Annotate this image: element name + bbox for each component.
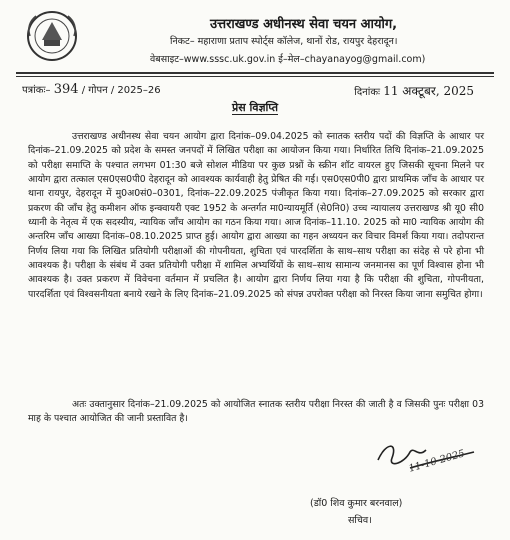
date-value: 11 अक्टूबर, 2025	[383, 84, 474, 98]
header-divider-thin	[16, 76, 494, 77]
reference-suffix: / गोपन / 2025–26	[81, 85, 161, 96]
commission-address: निकट– महाराणा प्रताप स्पोर्ट्स कॉलेज, थानों रोड, रायपुर देहरादून।	[170, 36, 398, 47]
reference-number	[22, 82, 161, 97]
commission-emblem-icon	[20, 8, 84, 64]
date-label: दिनांकः	[354, 87, 381, 98]
reference-label: पत्रांकः–	[22, 85, 51, 96]
signatory-name: (डॉ0 शिव कुमार बरनवाल)	[310, 498, 403, 509]
body-paragraph-2: अतः उक्तानुसार दिनांक–21.09.2025 को आयोजित स्नातक स्तरीय परीक्षा निरस्त की जाती है व जिसकी पुनः परीक्षा 03 माह के पश्चात आयोजित की जानी प्रस्तावित है।	[28, 399, 484, 425]
signature-date-handwritten: 11-10-2025	[407, 448, 467, 475]
signatory-designation: सचिव।	[348, 515, 372, 526]
document-title: प्रेस विज्ञप्ति	[231, 101, 279, 114]
commission-name: उत्तराखण्ड अधीनस्थ सेवा चयन आयोग,	[210, 17, 398, 32]
header-divider	[16, 72, 494, 74]
document-date	[354, 82, 474, 99]
reference-number-handwritten: 394	[53, 82, 79, 97]
commission-website-email: वेबसाइट–www.sssc.uk.gov.in ई–मेल–chayanayog@gmail.com)	[150, 54, 426, 65]
body-paragraph-1: उत्तराखण्ड अधीनस्थ सेवा चयन आयोग द्वारा दिनांक–09.04.2025 को स्नातक स्तरीय पदों की विज्ञप्ति के आधार पर दिनांक–21.09.2025 को प्रदेश के समस्त जनपदों में लिखित परीक्षा का आयोजन किया गया। निर्धारित तिथि दिनांक–21.09.2025 को परीक्षा समाप्ति के पश्चात लगभग 01:30 बजे सोशल मीडिया पर कुछ प्रश्नों के स्क्रीन शॉट वायरल हुए जिसकी सूचना मिलने पर आयोग द्वारा तत्काल एस0एस0पी0 देहरादून को आवश्यक कार्यवाही हेतु प्रेषित की गई। एस0एस0पी0 द्वारा प्राथमिक जाँच के आधार पर थाना रायपुर, देहरादून में मु0अ0सं0–0301, दिनांक–22.09.2025 पंजीकृत किया गया। दिनांक–27.09.2025 को सरकार द्वारा प्रकरण की जाँच हेतु कमीशन ऑफ इन्क्वायरी एक्ट 1952 के अन्तर्गत मा0न्यायमूर्ति (से0नि0) उच्च न्यायालय उत्तराखण्ड श्री यू0 सी0 ध्यानी के नेतृत्व में एक सदस्यीय, न्यायिक जाँच आयोग का गठन किया गया। आज दिनांक–11.10. 2025 को मा0 न्यायिक आयोग की अन्तरिम जाँच आख्या दिनांक–08.10.2025 प्राप्त हुई। आयोग द्वारा आख्या का गहन अध्ययन कर विचार विमर्श किया गया। तदोपरान्त निर्णय लिया गया कि लिखित प्रतियोगी परीक्षाओं की गोपनीयता, शुचिता एवं पारदर्शिता के साथ–साथ परीक्षा का संदेह से परे होना भी आवश्यक है। परीक्षा के संबंध में उक्त प्रतियोगी परीक्षा में शामिल अभ्यर्थियों के साथ–साथ सामान्य जनमानस का पूर्ण विश्वास होना भी आवश्यक है। उक्त प्रकरण में विवेचना वर्तमान में प्रचलित है। आयोग द्वारा निर्णय लिया गया है कि परीक्षा की शुचिता, गोपनीयता, पारदर्शिता एवं विश्वसनीयता बनाये रखने के लिए दिनांक–21.09.2025 को संपन्न उपरोक्त परीक्षा को निरस्त किया जाना समुचित होगा।	[28, 131, 484, 300]
